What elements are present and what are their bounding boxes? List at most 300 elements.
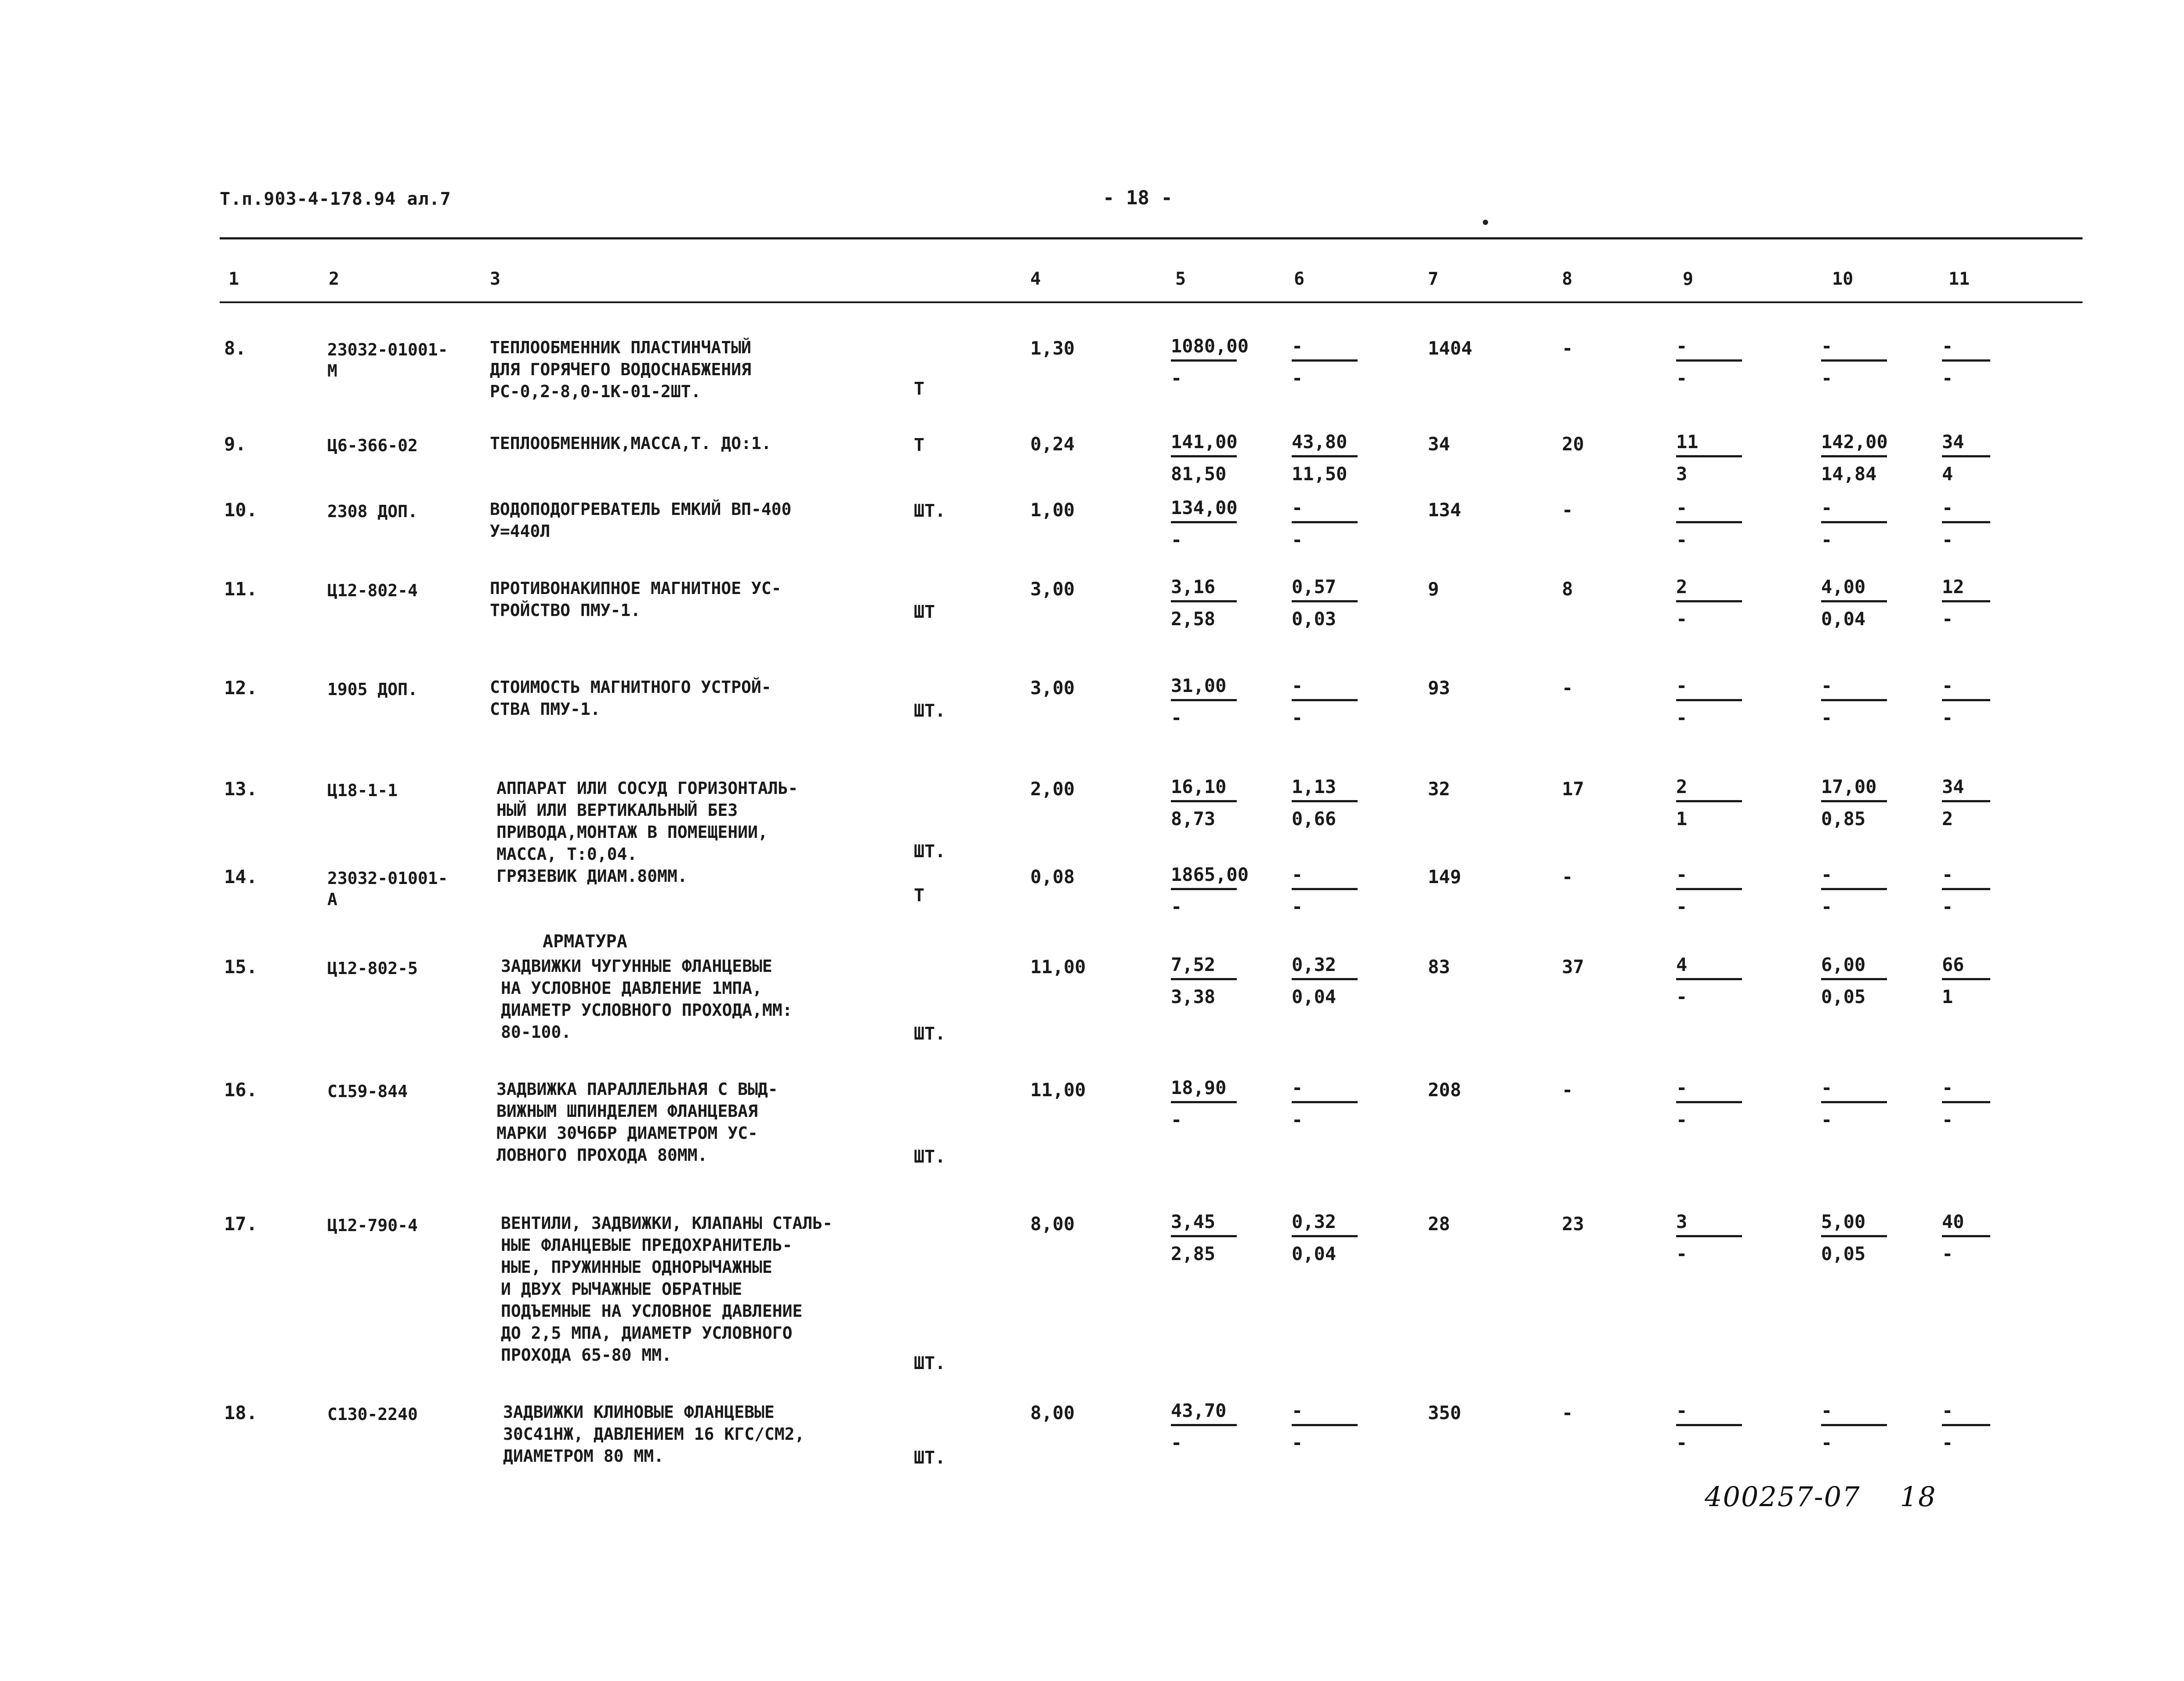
fraction-numerator: - — [1942, 497, 1953, 518]
fraction-denominator: - — [1676, 529, 1688, 551]
fraction-numerator: - — [1676, 1400, 1688, 1421]
fraction-numerator: 34 — [1942, 776, 1964, 797]
fraction-bar — [1292, 800, 1358, 802]
rate-code: С159-844 — [327, 1082, 408, 1101]
unit-of-measure: ШТ. — [914, 841, 946, 862]
quantity: 8,00 — [1030, 1402, 1075, 1424]
fraction-bar — [1821, 978, 1887, 980]
fraction-c5 — [1171, 1077, 1237, 1130]
fraction-numerator: - — [1821, 335, 1833, 357]
fraction-numerator: 6,00 — [1821, 954, 1866, 975]
unit-of-measure: Т — [914, 435, 925, 455]
fraction-bar — [1292, 1235, 1358, 1237]
fraction-c6 — [1292, 776, 1358, 830]
value-col8: - — [1562, 866, 1573, 888]
fraction-denominator: - — [1171, 529, 1182, 551]
fraction-c10 — [1821, 864, 1887, 917]
fraction-c9 — [1676, 497, 1742, 551]
fraction-bar — [1676, 521, 1742, 523]
fraction-numerator: - — [1942, 864, 1953, 885]
fraction-denominator: - — [1292, 367, 1303, 389]
fraction-bar — [1676, 359, 1742, 362]
fraction-bar — [1676, 888, 1742, 890]
column-header-4: 4 — [1030, 269, 1041, 289]
fraction-numerator: 4,00 — [1821, 576, 1866, 598]
item-description: ЗАДВИЖКИ ЧУГУННЫЕ ФЛАНЦЕВЫЕ НА УСЛОВНОЕ ДАВЛЕНИЕ 1МПА, ДИАМЕТР УСЛОВНОГО ПРОХОДА,ММ: 80-100. — [501, 956, 793, 1042]
fraction-denominator: 2,85 — [1171, 1243, 1216, 1264]
fraction-numerator: 43,80 — [1292, 431, 1347, 453]
value-col8: 37 — [1562, 956, 1584, 978]
fraction-numerator: 2 — [1676, 576, 1688, 598]
row-number: 8. — [224, 337, 246, 359]
row-number: 13. — [224, 778, 257, 800]
quantity: 3,00 — [1030, 677, 1075, 699]
fraction-denominator: 0,03 — [1292, 608, 1336, 630]
fraction-bar — [1676, 455, 1742, 457]
fraction-c10 — [1821, 576, 1887, 630]
fraction-bar — [1292, 359, 1358, 362]
value-col7: 93 — [1428, 677, 1450, 699]
fraction-c11 — [1942, 1077, 1990, 1130]
fraction-denominator: 0,05 — [1821, 986, 1866, 1007]
fraction-bar — [1821, 455, 1887, 457]
fraction-denominator: 14,84 — [1821, 463, 1877, 485]
fraction-c5 — [1171, 1400, 1237, 1453]
quantity: 0,24 — [1030, 433, 1075, 455]
fraction-c9 — [1676, 776, 1742, 830]
fraction-denominator: - — [1942, 1243, 1953, 1264]
fraction-bar — [1292, 521, 1358, 523]
fraction-c5 — [1171, 864, 1249, 917]
fraction-c9 — [1676, 1400, 1742, 1453]
fraction-denominator: 0,04 — [1292, 1243, 1336, 1264]
fraction-numerator: - — [1676, 1077, 1688, 1098]
fraction-bar — [1171, 359, 1237, 362]
fraction-bar — [1171, 978, 1237, 980]
fraction-numerator: 7,52 — [1171, 954, 1216, 975]
fraction-c10 — [1821, 675, 1887, 728]
fraction-numerator: 40 — [1942, 1211, 1964, 1232]
value-col7: 208 — [1428, 1079, 1461, 1101]
item-description: ТЕПЛООБМЕННИК,МАССА,Т. ДО:1. — [490, 434, 771, 453]
fraction-c11 — [1942, 864, 1990, 917]
fraction-denominator: - — [1676, 1109, 1688, 1130]
fraction-c6 — [1292, 431, 1358, 485]
fraction-numerator: - — [1942, 335, 1953, 357]
fraction-c11 — [1942, 675, 1990, 728]
fraction-c11 — [1942, 1400, 1990, 1453]
fraction-numerator: 12 — [1942, 576, 1964, 598]
fraction-denominator: 4 — [1942, 463, 1953, 485]
fraction-numerator: 1,13 — [1292, 776, 1336, 797]
value-col7: 9 — [1428, 578, 1439, 600]
fraction-c11 — [1942, 336, 1990, 389]
fraction-bar — [1942, 359, 1990, 362]
fraction-numerator: - — [1676, 675, 1688, 696]
unit-of-measure: Т — [914, 379, 925, 399]
fraction-numerator: - — [1821, 1400, 1833, 1421]
quantity: 11,00 — [1030, 956, 1086, 978]
fraction-c10 — [1821, 336, 1887, 389]
rate-code: 2308 ДОП. — [327, 502, 418, 521]
fraction-c10 — [1821, 1077, 1887, 1130]
fraction-c9 — [1676, 336, 1742, 389]
fraction-numerator: 18,90 — [1171, 1077, 1227, 1098]
fraction-c11 — [1942, 776, 1990, 830]
fraction-numerator: - — [1676, 864, 1688, 885]
fraction-numerator: 31,00 — [1171, 675, 1227, 696]
fraction-bar — [1942, 888, 1990, 890]
value-col8: - — [1562, 337, 1573, 359]
value-col7: 350 — [1428, 1402, 1461, 1424]
handwritten-code: 400257-07 — [1705, 1481, 1861, 1513]
handwritten-annotation — [1705, 1481, 1936, 1513]
fraction-denominator: - — [1292, 1432, 1303, 1453]
fraction-denominator: - — [1676, 1243, 1688, 1264]
fraction-bar — [1821, 800, 1887, 802]
fraction-numerator: 5,00 — [1821, 1211, 1866, 1232]
value-col8: - — [1562, 499, 1573, 521]
fraction-numerator: 0,32 — [1292, 954, 1336, 975]
column-header-2: 2 — [329, 269, 340, 289]
quantity: 11,00 — [1030, 1079, 1086, 1101]
fraction-c10 — [1821, 497, 1887, 551]
row-number: 18. — [224, 1402, 257, 1424]
fraction-c10 — [1821, 1400, 1887, 1453]
fraction-denominator: 81,50 — [1171, 463, 1227, 485]
fraction-c6 — [1292, 675, 1358, 728]
fraction-denominator: - — [1942, 896, 1953, 917]
fraction-denominator: 0,04 — [1292, 986, 1336, 1007]
fraction-c6 — [1292, 576, 1358, 630]
fraction-bar — [1676, 1235, 1742, 1237]
fraction-bar — [1171, 455, 1237, 457]
fraction-denominator: 0,04 — [1821, 608, 1866, 630]
fraction-bar — [1676, 1424, 1742, 1426]
column-header-9: 9 — [1683, 269, 1694, 289]
unit-of-measure: ШТ. — [914, 701, 946, 721]
fraction-numerator: 1865,00 — [1171, 864, 1249, 885]
value-col8: 17 — [1562, 778, 1584, 800]
fraction-numerator: 16,10 — [1171, 776, 1227, 797]
unit-of-measure: Т — [914, 885, 925, 906]
rate-code: Ц12-790-4 — [327, 1216, 418, 1235]
fraction-bar — [1171, 888, 1237, 890]
row-number: 14. — [224, 866, 257, 888]
fraction-numerator: - — [1942, 1400, 1953, 1421]
fraction-denominator: 2,58 — [1171, 608, 1216, 630]
fraction-c5 — [1171, 675, 1237, 728]
fraction-numerator: - — [1676, 335, 1688, 357]
fraction-c5 — [1171, 576, 1237, 630]
fraction-c9 — [1676, 954, 1742, 1007]
fraction-bar — [1171, 800, 1237, 802]
fraction-denominator: 0,05 — [1821, 1243, 1866, 1264]
fraction-numerator: 1080,00 — [1171, 335, 1249, 357]
fraction-c10 — [1821, 954, 1887, 1007]
fraction-bar — [1171, 521, 1237, 523]
fraction-bar — [1821, 359, 1887, 362]
fraction-c9 — [1676, 1077, 1742, 1130]
fraction-numerator: - — [1821, 497, 1833, 518]
fraction-bar — [1942, 1424, 1990, 1426]
row-number: 12. — [224, 677, 257, 699]
fraction-denominator: - — [1821, 896, 1833, 917]
fraction-numerator: 3 — [1676, 1211, 1688, 1232]
scan-speck — [1483, 220, 1488, 225]
row-number: 15. — [224, 956, 257, 978]
fraction-c6 — [1292, 497, 1358, 551]
unit-of-measure: ШТ. — [914, 501, 946, 521]
fraction-bar — [1942, 1235, 1990, 1237]
fraction-bar — [1821, 1424, 1887, 1426]
fraction-numerator: 142,00 — [1821, 431, 1888, 453]
fraction-c6 — [1292, 1400, 1358, 1453]
fraction-numerator: - — [1942, 675, 1953, 696]
fraction-c5 — [1171, 335, 1249, 389]
fraction-denominator: - — [1821, 1432, 1833, 1453]
fraction-numerator: 0,32 — [1292, 1211, 1336, 1232]
fraction-numerator: 17,00 — [1821, 776, 1877, 797]
value-col7: 134 — [1428, 499, 1461, 521]
quantity: 2,00 — [1030, 778, 1075, 800]
document-reference: Т.п.903-4-178.94 ал.7 — [220, 189, 451, 209]
fraction-bar — [1171, 1424, 1237, 1426]
fraction-numerator: - — [1292, 1400, 1303, 1421]
fraction-bar — [1292, 1424, 1358, 1426]
fraction-denominator: 0,85 — [1821, 808, 1866, 830]
fraction-bar — [1942, 978, 1990, 980]
fraction-bar — [1942, 800, 1990, 802]
value-col8: 20 — [1562, 433, 1584, 455]
column-header-5: 5 — [1175, 269, 1186, 289]
fraction-numerator: - — [1942, 1077, 1953, 1098]
value-col8: - — [1562, 1079, 1573, 1101]
fraction-numerator: 141,00 — [1171, 431, 1238, 453]
fraction-c10 — [1821, 776, 1887, 830]
fraction-denominator: - — [1821, 707, 1833, 728]
rate-code: С130-2240 — [327, 1405, 418, 1424]
fraction-denominator: - — [1171, 1109, 1182, 1130]
value-col8: - — [1562, 1402, 1573, 1424]
quantity: 1,00 — [1030, 499, 1075, 521]
value-col7: 32 — [1428, 778, 1450, 800]
handwritten-page: 18 — [1900, 1481, 1937, 1513]
fraction-bar — [1821, 1235, 1887, 1237]
item-description: ВОДОПОДОГРЕВАТЕЛЬ ЕМКИЙ ВП-400 У=440Л — [490, 500, 792, 541]
fraction-denominator: - — [1942, 1432, 1953, 1453]
fraction-c11 — [1942, 954, 1990, 1007]
fraction-c9 — [1676, 1211, 1742, 1264]
fraction-bar — [1676, 978, 1742, 980]
fraction-bar — [1676, 600, 1742, 602]
column-header-7: 7 — [1428, 269, 1439, 289]
fraction-denominator: - — [1292, 707, 1303, 728]
unit-of-measure: ШТ. — [914, 1147, 946, 1167]
fraction-c5 — [1171, 954, 1237, 1007]
value-col7: 28 — [1428, 1213, 1450, 1235]
value-col8: 8 — [1562, 578, 1573, 600]
fraction-denominator: 1 — [1942, 986, 1953, 1007]
fraction-bar — [1821, 699, 1887, 701]
fraction-c6 — [1292, 1077, 1358, 1130]
fraction-denominator: - — [1171, 367, 1182, 389]
fraction-c9 — [1676, 431, 1742, 485]
row-number: 17. — [224, 1213, 257, 1235]
value-col7: 83 — [1428, 956, 1450, 978]
fraction-bar — [1676, 1101, 1742, 1103]
fraction-c9 — [1676, 576, 1742, 630]
rate-code: 1905 ДОП. — [327, 680, 418, 699]
value-col8: - — [1562, 677, 1573, 699]
fraction-denominator: 3 — [1676, 463, 1688, 485]
fraction-bar — [1821, 888, 1887, 890]
fraction-c11 — [1942, 1211, 1990, 1264]
fraction-c5 — [1171, 1211, 1237, 1264]
fraction-denominator: - — [1942, 707, 1953, 728]
fraction-denominator: 0,66 — [1292, 808, 1336, 830]
page-number: - 18 - — [1103, 187, 1173, 209]
fraction-bar — [1942, 600, 1990, 602]
fraction-denominator: - — [1171, 1432, 1182, 1453]
item-description: ЗАДВИЖКИ КЛИНОВЫЕ ФЛАНЦЕВЫЕ 30С41НЖ, ДАВЛЕНИЕМ 16 КГС/СМ2, ДИАМЕТРОМ 80 ММ. — [503, 1402, 805, 1466]
item-description: ВЕНТИЛИ, ЗАДВИЖКИ, КЛАПАНЫ СТАЛЬ- НЫЕ ФЛАНЦЕВЫЕ ПРЕДОХРАНИТЕЛЬ- НЫЕ, ПРУЖИННЫЕ ОДНОРЫЧАЖНЫЕ И ДВУХ РЫЧАЖНЫЕ ОБРАТНЫЕ ПОДЪЕМНЫЕ НА УСЛОВНОЕ ДАВЛЕНИЕ ДО 2,5 МПА, ДИАМЕТР УСЛОВНОГО ПРОХОДА 65-80 ММ. — [501, 1214, 833, 1365]
quantity: 8,00 — [1030, 1213, 1075, 1235]
fraction-denominator: - — [1942, 608, 1953, 630]
fraction-c5 — [1171, 497, 1237, 551]
rate-code: 23032-01001- М — [327, 340, 448, 380]
fraction-denominator: - — [1942, 529, 1953, 551]
fraction-bar — [1171, 600, 1237, 602]
fraction-bar — [1292, 978, 1358, 980]
unit-of-measure: ШТ. — [914, 1024, 946, 1044]
quantity: 0,08 — [1030, 866, 1075, 888]
fraction-numerator: 66 — [1942, 954, 1964, 975]
fraction-numerator: 3,16 — [1171, 576, 1216, 598]
fraction-denominator: - — [1292, 1109, 1303, 1130]
fraction-c5 — [1171, 431, 1237, 485]
value-col7: 34 — [1428, 433, 1450, 455]
fraction-denominator: - — [1821, 529, 1833, 551]
rate-code: Ц12-802-4 — [327, 581, 418, 600]
fraction-numerator: 0,57 — [1292, 576, 1336, 598]
fraction-c10 — [1821, 431, 1887, 485]
fraction-bar — [1171, 1101, 1237, 1103]
fraction-bar — [1292, 888, 1358, 890]
value-col8: 23 — [1562, 1213, 1584, 1235]
value-col7: 149 — [1428, 866, 1461, 888]
fraction-c11 — [1942, 431, 1990, 485]
fraction-bar — [1821, 521, 1887, 523]
column-header-6: 6 — [1294, 269, 1305, 289]
fraction-bar — [1676, 699, 1742, 701]
fraction-numerator: - — [1292, 1077, 1303, 1098]
fraction-denominator: 3,38 — [1171, 986, 1216, 1007]
fraction-numerator: - — [1292, 497, 1303, 518]
unit-of-measure: ШТ — [914, 602, 935, 622]
fraction-denominator: 11,50 — [1292, 463, 1347, 485]
fraction-denominator: 2 — [1942, 808, 1953, 830]
fraction-bar — [1292, 455, 1358, 457]
fraction-c6 — [1292, 336, 1358, 389]
fraction-denominator: - — [1821, 1109, 1833, 1130]
fraction-c10 — [1821, 1211, 1887, 1264]
rate-code: Ц6-366-02 — [327, 436, 418, 455]
fraction-c5 — [1171, 776, 1237, 830]
row-number: 16. — [224, 1079, 257, 1101]
rate-code: Ц12-802-5 — [327, 959, 418, 978]
fraction-bar — [1942, 1101, 1990, 1103]
fraction-denominator: - — [1821, 367, 1833, 389]
fraction-bar — [1942, 455, 1990, 457]
fraction-numerator: - — [1821, 864, 1833, 885]
fraction-denominator: - — [1942, 367, 1953, 389]
fraction-denominator: - — [1171, 707, 1182, 728]
fraction-bar — [1171, 699, 1237, 701]
fraction-numerator: 3,45 — [1171, 1211, 1216, 1232]
item-description: ГРЯЗЕВИК ДИАМ.80ММ. — [496, 866, 688, 886]
fraction-denominator: - — [1676, 1432, 1688, 1453]
fraction-bar — [1292, 699, 1358, 701]
unit-of-measure: ШТ. — [914, 1353, 946, 1373]
fraction-numerator: - — [1292, 864, 1303, 885]
fraction-bar — [1821, 600, 1887, 602]
fraction-numerator: - — [1292, 675, 1303, 696]
fraction-numerator: - — [1676, 497, 1688, 518]
fraction-denominator: - — [1292, 896, 1303, 917]
fraction-denominator: - — [1676, 608, 1688, 630]
fraction-numerator: - — [1292, 335, 1303, 357]
item-description: ЗАДВИЖКА ПАРАЛЛЕЛЬНАЯ С ВЫД- ВИЖНЫМ ШПИНДЕЛЕМ ФЛАНЦЕВАЯ МАРКИ 30Ч6БР ДИАМЕТРОМ УС- ЛОВНОГО ПРОХОДА 80ММ. — [496, 1080, 778, 1165]
fraction-bar — [1942, 521, 1990, 523]
fraction-numerator: - — [1821, 675, 1833, 696]
fraction-bar — [1292, 1101, 1358, 1103]
quantity: 3,00 — [1030, 578, 1075, 600]
fraction-numerator: 34 — [1942, 431, 1964, 453]
fraction-numerator: 4 — [1676, 954, 1688, 975]
fraction-c6 — [1292, 864, 1358, 917]
fraction-c11 — [1942, 497, 1990, 551]
fraction-bar — [1171, 1235, 1237, 1237]
column-header-3: 3 — [490, 269, 501, 289]
fraction-denominator: - — [1676, 896, 1688, 917]
fraction-bar — [1942, 699, 1990, 701]
column-header-11: 11 — [1949, 269, 1970, 289]
fraction-denominator: 1 — [1676, 808, 1688, 830]
item-description: АППАРАТ ИЛИ СОСУД ГОРИЗОНТАЛЬ- НЫЙ ИЛИ ВЕРТИКАЛЬНЫЙ БЕЗ ПРИВОДА,МОНТАЖ В ПОМЕЩЕНИИ, МАССА, Т:0,04. — [496, 779, 798, 864]
fraction-c9 — [1676, 675, 1742, 728]
item-description: ПРОТИВОНАКИПНОЕ МАГНИТНОЕ УС- ТРОЙСТВО ПМУ-1. — [490, 579, 782, 620]
fraction-denominator: - — [1676, 707, 1688, 728]
column-header-10: 10 — [1832, 269, 1854, 289]
fraction-denominator: - — [1676, 986, 1688, 1007]
column-header-1: 1 — [228, 269, 239, 289]
fraction-c9 — [1676, 864, 1742, 917]
value-col7: 1404 — [1428, 337, 1473, 359]
fraction-numerator: 2 — [1676, 776, 1688, 797]
fraction-numerator: 134,00 — [1171, 497, 1238, 518]
fraction-denominator: - — [1292, 529, 1303, 551]
item-description: ТЕПЛООБМЕННИК ПЛАСТИНЧАТЫЙ ДЛЯ ГОРЯЧЕГО ВОДОСНАБЖЕНИЯ РС-0,2-8,0-1К-01-2ШТ. — [490, 338, 751, 401]
row-number: 11. — [224, 578, 257, 600]
rate-code: 23032-01001- А — [327, 869, 448, 909]
fraction-denominator: - — [1676, 367, 1688, 389]
fraction-denominator: 8,73 — [1171, 808, 1216, 830]
column-header-8: 8 — [1562, 269, 1573, 289]
row-number: 9. — [224, 433, 246, 455]
rate-code: Ц18-1-1 — [327, 781, 398, 800]
fraction-c6 — [1292, 1211, 1358, 1264]
